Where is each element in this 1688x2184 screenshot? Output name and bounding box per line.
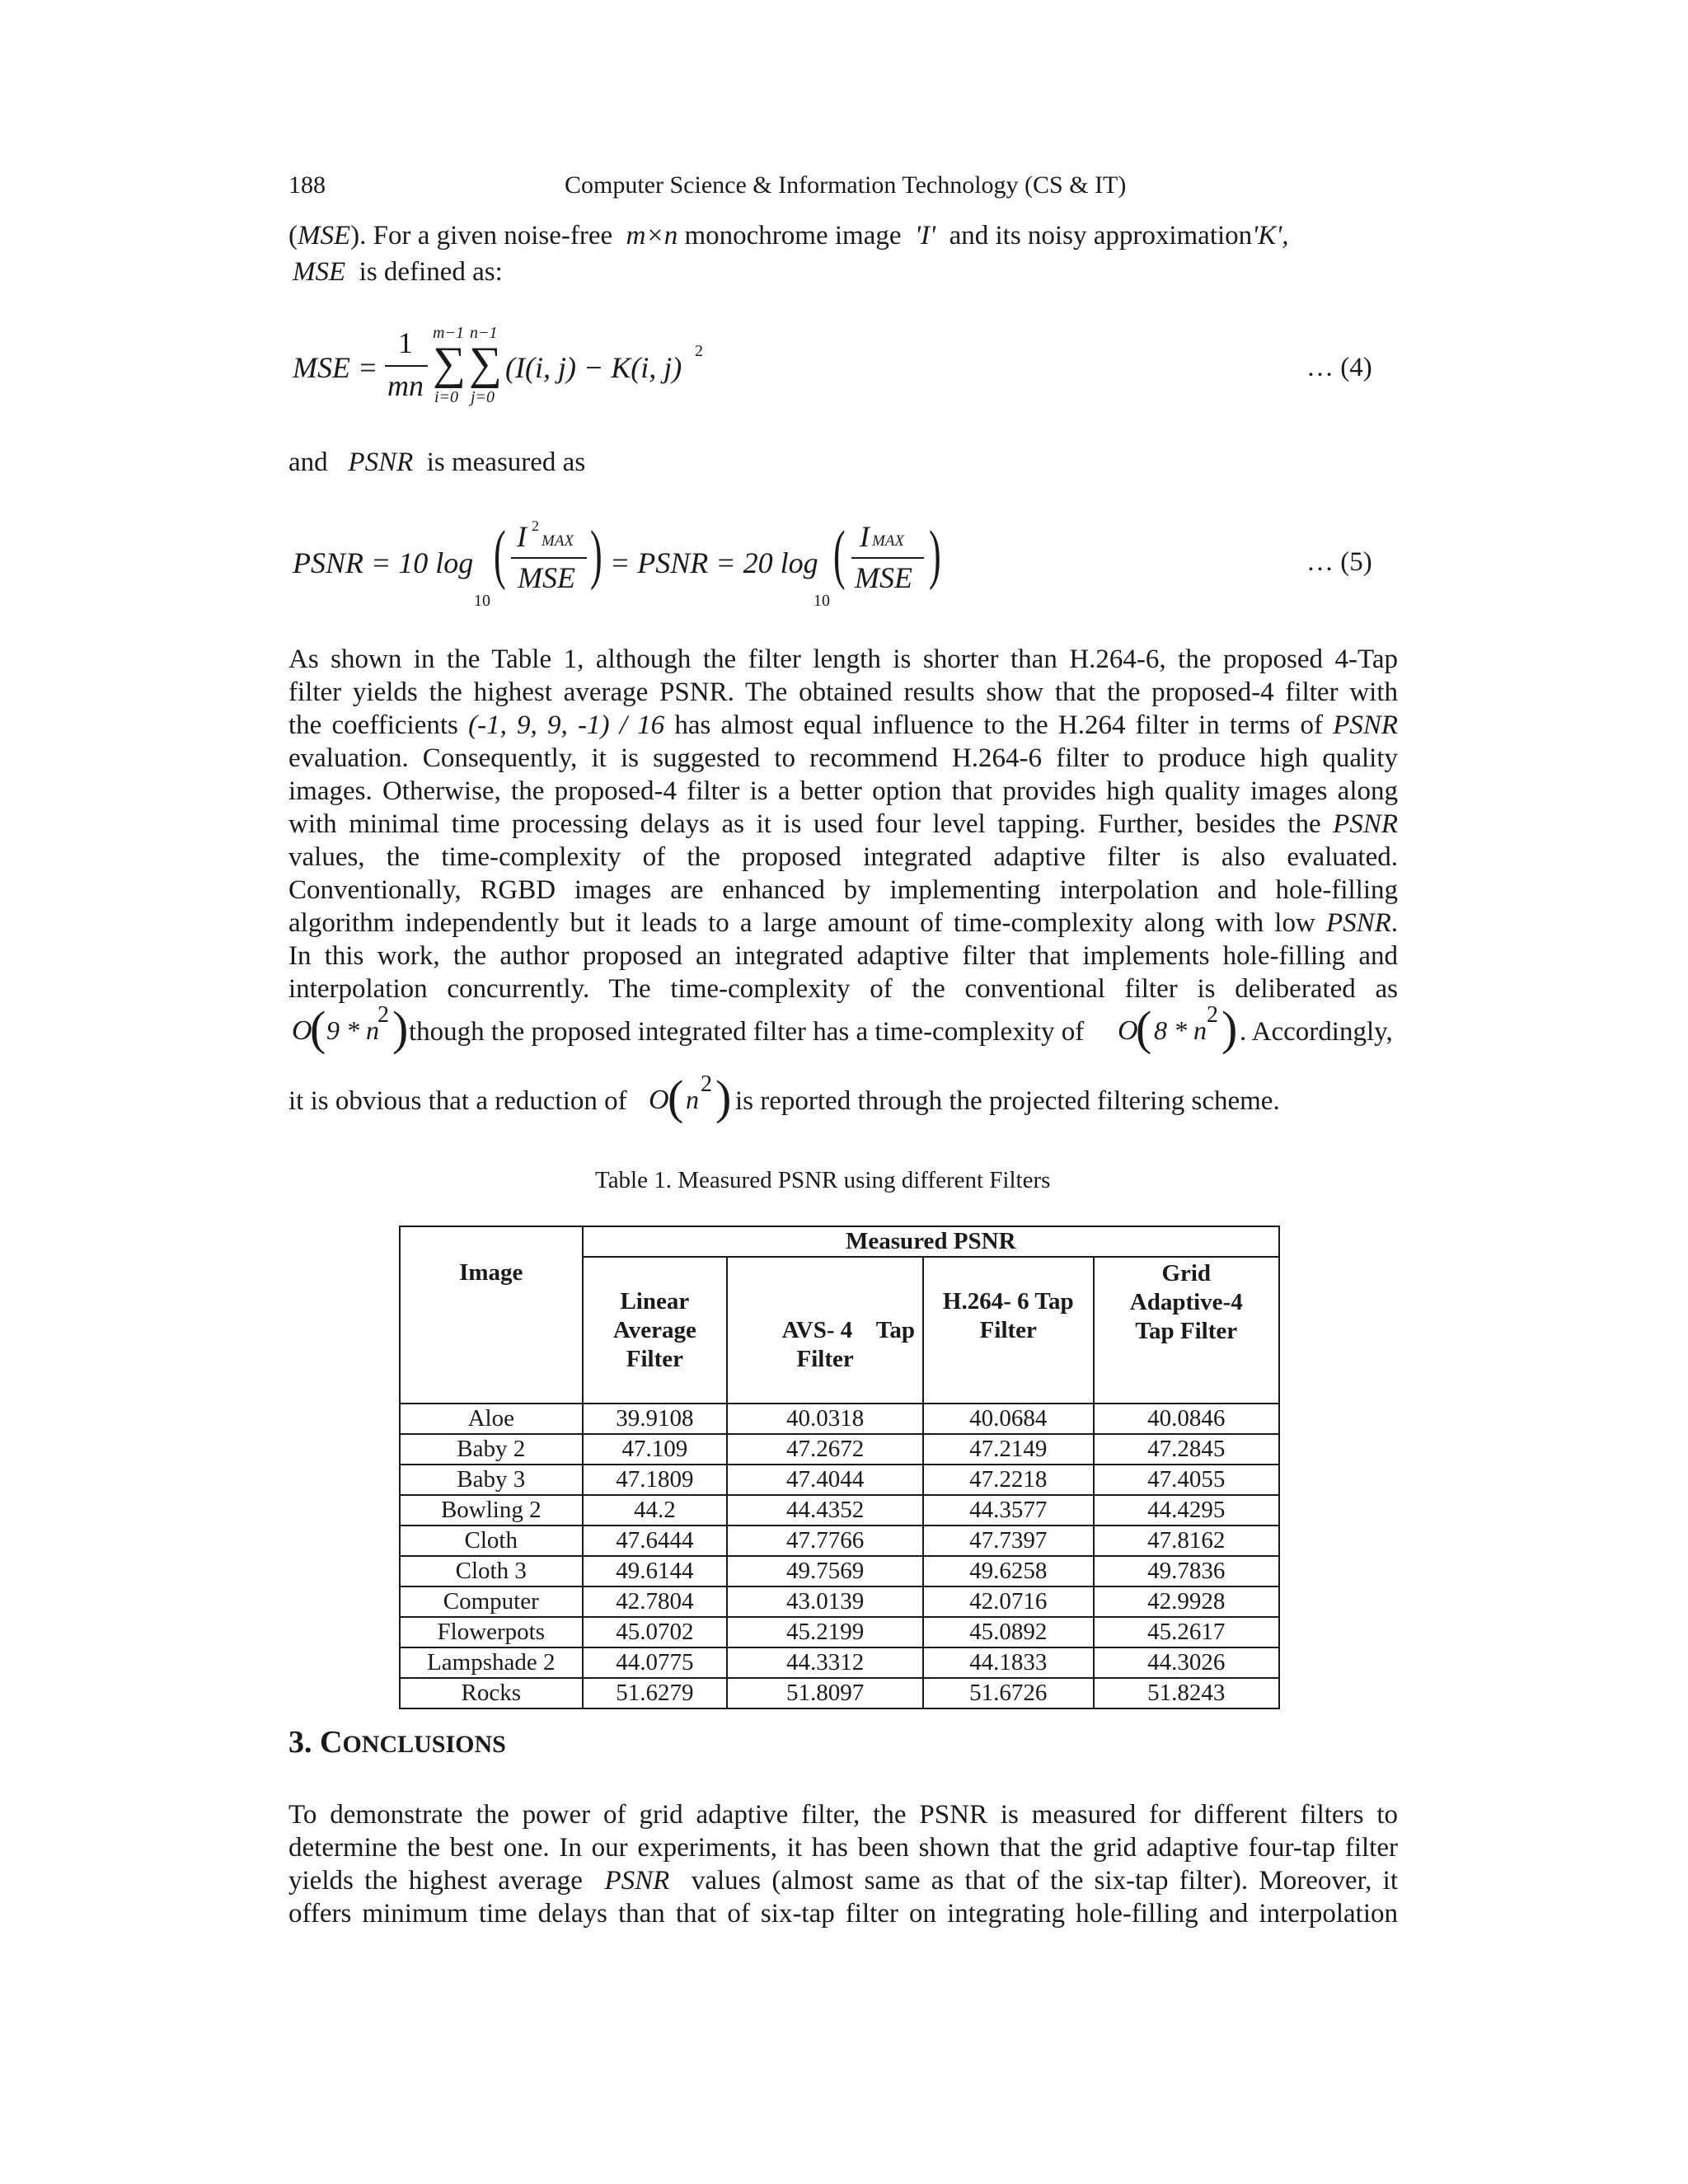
table-cell-image: Computer xyxy=(400,1586,583,1617)
table-cell-value: 47.4044 xyxy=(727,1465,923,1495)
table-cell-value: 42.0716 xyxy=(923,1586,1093,1617)
table-cell-value: 44.2 xyxy=(583,1495,728,1526)
body-line: As shown in the Table 1, although the filter length is shorter than H.264-6, the proposed 4-Tap xyxy=(288,644,1398,674)
image-header: Image xyxy=(400,1226,583,1404)
conclusions-line: determine the best one. In our experiments, it has been shown that the grid adaptive four-tap filter xyxy=(288,1833,1398,1863)
equation-4: MSE = 1 mn m−1 ∑ i=0 n−1 ∑ j=0 (I(i, j) − K(i, j) 2 … (4) xyxy=(293,324,1372,406)
table-row xyxy=(400,1586,1279,1617)
table-cell-value: 45.0702 xyxy=(583,1617,728,1647)
complexity-line: O ( 9 * n 2 ) though the proposed integrated filter has a time-complexity of O ( 8 * n 2 ) . Accordingly, xyxy=(292,1001,1393,1055)
table-cell-value: 47.2845 xyxy=(1094,1434,1280,1465)
psnr-table xyxy=(399,1226,1280,1709)
table-cell-value: 44.0775 xyxy=(583,1647,728,1678)
body-line-algorithm: algorithm independently but it leads to a large amount of time-complexity along with low PSNR. xyxy=(288,908,1399,938)
table-row xyxy=(400,1434,1279,1465)
table-row xyxy=(400,1526,1279,1556)
table-row xyxy=(400,1678,1279,1708)
body-line-delays: with minimal time processing delays as it is used four level tapping. Further, besides the PSNR xyxy=(288,809,1398,839)
table-cell-image: Cloth xyxy=(400,1526,583,1556)
conclusions-line: To demonstrate the power of grid adaptive filter, the PSNR is measured for different filters to xyxy=(288,1800,1398,1830)
body-paragraph xyxy=(288,643,1398,1005)
section-heading: 3. CONCLUSIONS xyxy=(288,1725,506,1760)
intro-line-1: (MSE). For a given noise-free m×n monochrome image 'I' and its noisy approximation'K', xyxy=(288,221,1289,251)
reduction-line: it is obvious that a reduction of O ( n 2 ) is reported through the projected filtering scheme. xyxy=(288,1071,1280,1124)
table-cell-value: 43.0139 xyxy=(727,1586,923,1617)
table-cell-image: Cloth 3 xyxy=(400,1556,583,1586)
conclusions-paragraph xyxy=(288,1798,1398,1930)
table-cell-value: 45.0892 xyxy=(923,1617,1093,1647)
table-cell-image: Rocks xyxy=(400,1678,583,1708)
running-header: Computer Science & Information Technology (CS & IT) xyxy=(565,171,1127,199)
equation-5: PSNR = 10 log 10 ( I 2 MAX MSE ) = PSNR = 20 log 10 ( I MAX MSE ) … (5) xyxy=(293,518,1372,610)
table-cell-value: 49.7836 xyxy=(1094,1556,1280,1586)
table-cell-value: 40.0846 xyxy=(1094,1404,1280,1434)
table-cell-value: 45.2199 xyxy=(727,1617,923,1647)
table-cell-value: 47.2672 xyxy=(727,1434,923,1465)
table-cell-value: 44.4352 xyxy=(727,1495,923,1526)
table-row xyxy=(400,1495,1279,1526)
table-cell-image: Flowerpots xyxy=(400,1617,583,1647)
conclusions-line-yields: yields the highest average PSNR values (almost same as that of the six-tap filter). Moreover, it xyxy=(288,1866,1399,1896)
table-cell-value: 44.3312 xyxy=(727,1647,923,1678)
table-caption: Table 1. Measured PSNR using different Filters xyxy=(595,1167,1051,1193)
table-cell-value: 42.9928 xyxy=(1094,1586,1280,1617)
table-header-row xyxy=(400,1226,1279,1257)
table-cell-value: 47.6444 xyxy=(583,1526,728,1556)
table-cell-value: 47.2149 xyxy=(923,1434,1093,1465)
table-row xyxy=(400,1404,1279,1434)
col-header-grid-adaptive: Grid Adaptive-4 Tap Filter xyxy=(1094,1257,1280,1404)
body-line-coefficients: the coefficients (-1, 9, 9, -1) / 16 has almost equal influence to the H.264 filter in terms of PSNR xyxy=(288,710,1399,740)
col-header-avs4: AVS- 4 Tap Filter xyxy=(727,1257,923,1404)
body-line: interpolation concurrently. The time-complexity of the conventional filter is deliberated as xyxy=(288,974,1398,1004)
table-cell-value: 47.2218 xyxy=(923,1465,1093,1495)
table-cell-value: 44.3577 xyxy=(923,1495,1093,1526)
table-cell-image: Aloe xyxy=(400,1404,583,1434)
body-line: values, the time-complexity of the proposed integrated adaptive filter is also evaluated. xyxy=(288,842,1398,872)
table-cell-value: 47.7766 xyxy=(727,1526,923,1556)
body-line: filter yields the highest average PSNR. The obtained results show that the proposed-4 filter with xyxy=(288,677,1398,707)
measured-psnr-header: Measured PSNR xyxy=(583,1226,1279,1257)
table-cell-image: Lampshade 2 xyxy=(400,1647,583,1678)
intro-line-2: MSE is defined as: xyxy=(293,257,503,287)
table-row xyxy=(400,1647,1279,1678)
table-cell-value: 51.8243 xyxy=(1094,1678,1280,1708)
between-text: and PSNR is measured as xyxy=(288,448,586,477)
table-row xyxy=(400,1556,1279,1586)
table-cell-value: 49.6144 xyxy=(583,1556,728,1586)
table-cell-value: 39.9108 xyxy=(583,1404,728,1434)
table-cell-value: 51.6726 xyxy=(923,1678,1093,1708)
body-line: Conventionally, RGBD images are enhanced by implementing interpolation and hole-filling xyxy=(288,875,1398,905)
page-number: 188 xyxy=(288,171,326,199)
table-cell-value: 49.7569 xyxy=(727,1556,923,1586)
table-cell-value: 44.1833 xyxy=(923,1647,1093,1678)
table-cell-value: 45.2617 xyxy=(1094,1617,1280,1647)
table-cell-value: 51.8097 xyxy=(727,1678,923,1708)
table-cell-value: 42.7804 xyxy=(583,1586,728,1617)
table-cell-image: Baby 2 xyxy=(400,1434,583,1465)
col-header-h264: H.264- 6 Tap Filter xyxy=(923,1257,1093,1404)
body-line: In this work, the author proposed an integrated adaptive filter that implements hole-filling and xyxy=(288,941,1398,971)
table-cell-value: 47.4055 xyxy=(1094,1465,1280,1495)
table-cell-image: Baby 3 xyxy=(400,1465,583,1495)
table-cell-value: 40.0318 xyxy=(727,1404,923,1434)
table-cell-value: 40.0684 xyxy=(923,1404,1093,1434)
table-cell-value: 47.7397 xyxy=(923,1526,1093,1556)
col-header-linear: Linear Average Filter xyxy=(583,1257,728,1404)
table-cell-value: 44.4295 xyxy=(1094,1495,1280,1526)
table-cell-value: 47.8162 xyxy=(1094,1526,1280,1556)
table-row xyxy=(400,1617,1279,1647)
table-row xyxy=(400,1465,1279,1495)
table-cell-value: 51.6279 xyxy=(583,1678,728,1708)
table-cell-value: 47.109 xyxy=(583,1434,728,1465)
table-body xyxy=(400,1404,1279,1708)
body-line: evaluation. Consequently, it is suggested to recommend H.264-6 filter to produce high quality xyxy=(288,743,1398,773)
table-cell-value: 49.6258 xyxy=(923,1556,1093,1586)
table-cell-value: 44.3026 xyxy=(1094,1647,1280,1678)
table-cell-value: 47.1809 xyxy=(583,1465,728,1495)
table-cell-image: Bowling 2 xyxy=(400,1495,583,1526)
body-line: images. Otherwise, the proposed-4 filter is a better option that provides high quality images along xyxy=(288,776,1398,806)
conclusions-line: offers minimum time delays than that of six-tap filter on integrating hole-filling and interpolation xyxy=(288,1899,1398,1929)
